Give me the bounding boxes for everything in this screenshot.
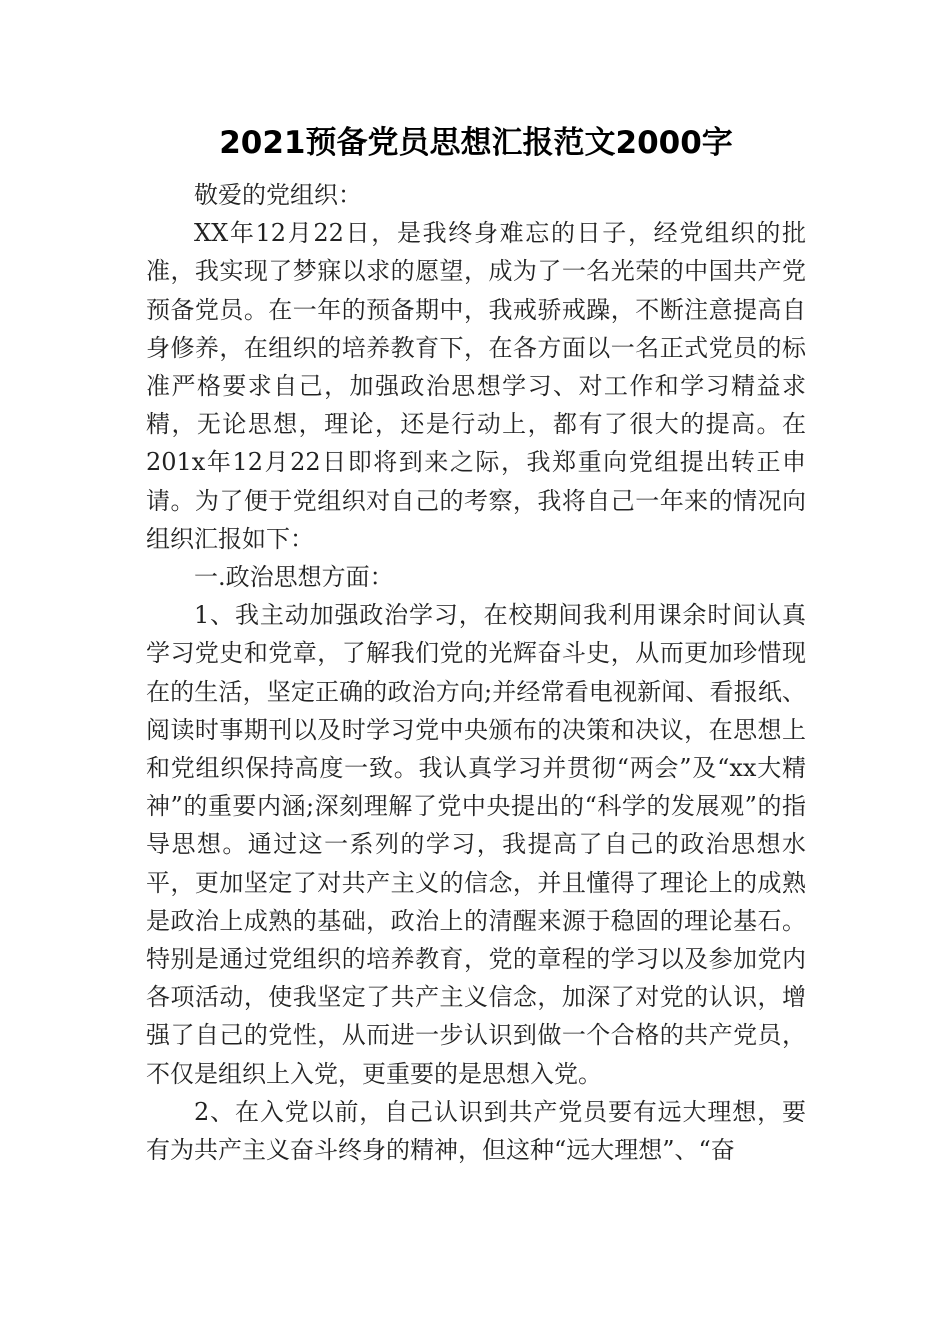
section-heading-political: 一.政治思想方面：: [194, 563, 394, 592]
paragraph-point-2: 2、在入党以前，自己认识到共产党员要有远大理想，要有为共产主义奋斗终身的精神，但这种“远大理想”、“奋: [146, 1097, 806, 1165]
paragraph-point-1: 1、我主动加强政治学习，在校期间我利用课余时间认真学习党史和党章，了解我们党的光辉奋斗史，从而更加珍惜现在的生活，坚定正确的政治方向;并经常看电视新闻、看报纸、阅读时事期刊以及时学习党中央颁布的决策和决议，在思想上和党组织保持高度一致。我认真学习并贯彻“两会”及“xx大精神”的重要内涵;深刻理解了党中央提出的“科学的发展观”的指导思想。通过这一系列的学习，我提高了自己的政治思想水平，更加坚定了对共产主义的信念，并且懂得了理论上的成熟是政治上成熟的基础，政治上的清醒来源于稳固的理论基石。特别是通过党组织的培养教育，党的章程的学习以及参加党内各项活动，使我坚定了共产主义信念，加深了对党的认识，增强了自己的党性，从而进一步认识到做一个合格的共产党员，不仅是组织上入党，更重要的是思想入党。: [146, 601, 806, 1088]
paragraph-intro: XX年12月22日，是我终身难忘的日子，经党组织的批准，我实现了梦寐以求的愿望，成为了一名光荣的中国共产党预备党员。在一年的预备期中，我戒骄戒躁，不断注意提高自身修养，在组织的培养教育下，在各方面以一名正式党员的标准严格要求自己，加强政治思想学习、对工作和学习精益求精，无论思想，理论，还是行动上，都有了很大的提高。在201x年12月22日即将到来之际，我郑重向党组提出转正申请。为了便于党组织对自己的考察，我将自己一年来的情况向组织汇报如下：: [146, 219, 806, 553]
salutation: 敬爱的党组织：: [194, 181, 362, 209]
document-title: 2021预备党员思想汇报范文2000字: [219, 125, 733, 161]
document-body: [146, 118, 806, 1169]
